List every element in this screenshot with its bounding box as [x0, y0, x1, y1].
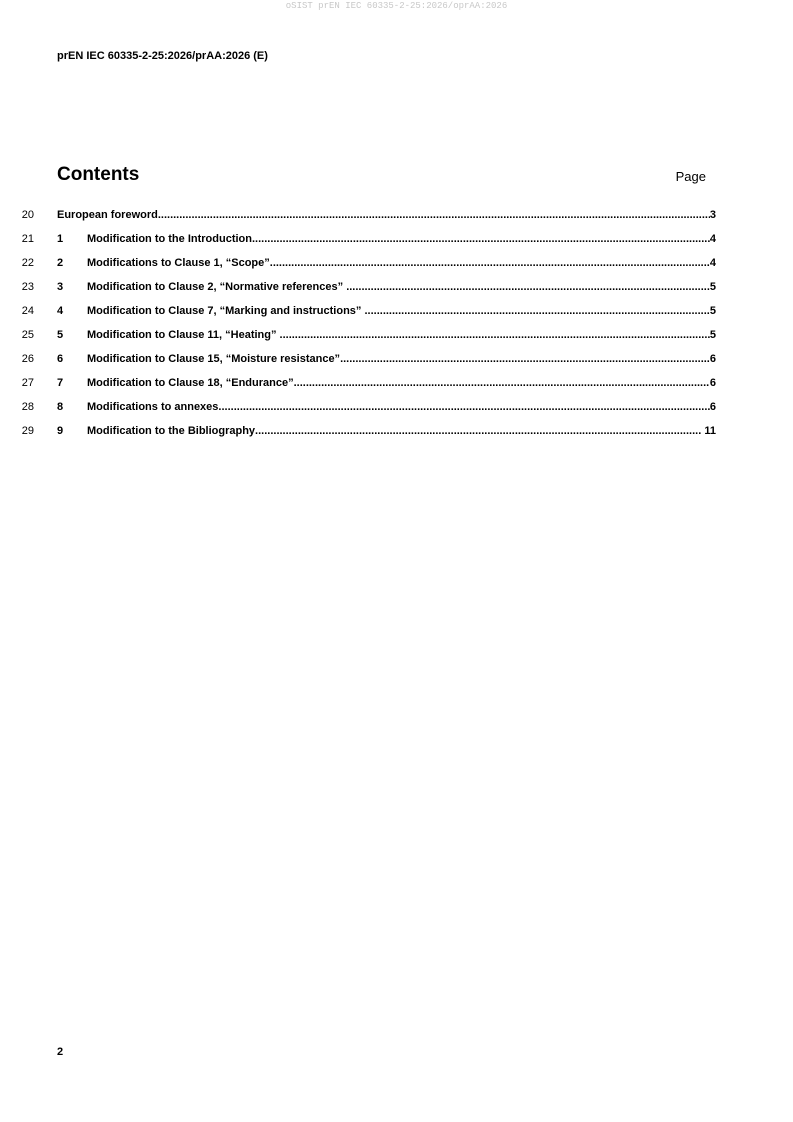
toc-link-european-foreword[interactable]	[57, 208, 716, 222]
toc-entry-number: 7	[57, 377, 64, 389]
toc-entry-title: Modification to the Introduction	[87, 233, 252, 245]
dot-leader	[340, 352, 710, 366]
toc-entry-title: Modification to Clause 15, “Moisture resistance”	[87, 353, 341, 365]
toc-row	[0, 399, 793, 423]
toc-link-clause-4[interactable]	[57, 304, 716, 318]
toc-entry-number: 3	[57, 281, 64, 293]
line-number: 26	[21, 353, 34, 365]
dot-leader	[255, 424, 701, 438]
line-number: 21	[21, 233, 34, 245]
toc-entry-title: Modification to Clause 7, “Marking and instructions”	[87, 305, 365, 317]
toc-entry-title: Modification to the Bibliography	[87, 425, 256, 437]
toc-row	[0, 351, 793, 375]
dot-leader	[346, 280, 710, 294]
toc-row	[0, 327, 793, 351]
toc-entry-page: 6	[709, 353, 716, 365]
toc-link-clause-6[interactable]	[57, 352, 716, 366]
toc-entry-title: Modification to Clause 11, “Heating”	[87, 329, 280, 341]
dot-leader	[252, 232, 710, 246]
line-number: 24	[21, 305, 34, 317]
page-title: Contents	[57, 164, 140, 185]
toc-entry-page: 4	[709, 233, 716, 245]
toc-link-clause-5[interactable]	[57, 328, 716, 342]
dot-leader	[280, 328, 710, 342]
toc-entry-page: 6	[709, 377, 716, 389]
toc-link-clause-2[interactable]	[57, 256, 716, 270]
toc-entry-number: 1	[57, 233, 64, 245]
toc-entry-page: 11	[701, 425, 716, 437]
dot-leader	[270, 256, 710, 270]
toc-link-clause-8[interactable]	[57, 400, 716, 414]
line-number: 22	[21, 257, 34, 269]
toc-entry-number: 2	[57, 257, 64, 269]
dot-leader	[158, 208, 710, 222]
toc-link-clause-7[interactable]	[57, 376, 716, 390]
toc-entry-title: Modifications to annexes	[87, 401, 219, 413]
toc-row	[0, 255, 793, 279]
toc-entry-page: 6	[709, 401, 716, 413]
toc-row	[0, 423, 793, 447]
toc-row	[0, 231, 793, 255]
table-of-contents	[0, 207, 793, 447]
line-number: 28	[21, 401, 34, 413]
toc-link-clause-9[interactable]	[57, 424, 716, 438]
line-number: 27	[21, 377, 34, 389]
page-column-label: Page	[675, 169, 706, 184]
line-number: 25	[21, 329, 34, 341]
toc-entry-number: 6	[57, 353, 64, 365]
line-number: 20	[21, 209, 34, 221]
toc-link-clause-3[interactable]	[57, 280, 716, 294]
toc-entry-title: Modification to Clause 18, “Endurance”	[87, 377, 294, 389]
page-number: 2	[57, 1046, 64, 1058]
toc-entry-page: 5	[709, 305, 716, 317]
toc-entry-title: European foreword	[57, 209, 158, 221]
toc-row	[0, 375, 793, 399]
toc-entry-number: 5	[57, 329, 64, 341]
toc-entry-page: 5	[709, 281, 716, 293]
line-number: 29	[21, 425, 34, 437]
toc-entry-page: 4	[709, 257, 716, 269]
toc-entry-number: 8	[57, 401, 64, 413]
dot-leader	[218, 400, 709, 414]
toc-link-clause-1[interactable]	[57, 232, 716, 246]
toc-entry-number: 4	[57, 305, 64, 317]
line-number: 23	[21, 281, 34, 293]
toc-row	[0, 279, 793, 303]
toc-entry-page: 3	[709, 209, 716, 221]
toc-row	[0, 207, 793, 231]
toc-entry-number: 9	[57, 425, 64, 437]
document-identifier: prEN IEC 60335-2-25:2026/prAA:2026 (E)	[57, 50, 268, 62]
watermark: oSIST prEN IEC 60335-2-25:2026/oprAA:2026	[285, 1, 508, 11]
toc-entry-page: 5	[709, 329, 716, 341]
dot-leader	[364, 304, 709, 318]
toc-entry-title: Modification to Clause 2, “Normative references”	[87, 281, 347, 293]
toc-entry-title: Modifications to Clause 1, “Scope”	[87, 257, 270, 269]
dot-leader	[294, 376, 710, 390]
toc-row	[0, 303, 793, 327]
